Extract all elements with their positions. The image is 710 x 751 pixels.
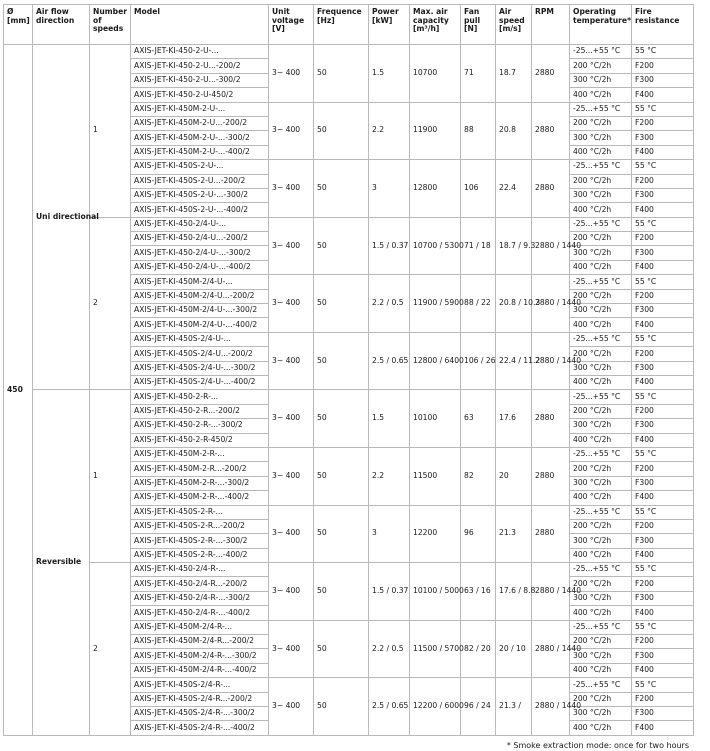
rpm-cell: 2880 / 1440: [532, 563, 570, 621]
frequency-cell: 50: [314, 390, 369, 448]
air-speed-cell: 22.4 / 11.2: [496, 332, 532, 390]
fire-resistance-cell: F200: [632, 692, 694, 706]
model-cell: AXIS-JET-KI-450-2-U...-200/2: [131, 59, 269, 73]
rpm-cell: 2880 / 1440: [532, 620, 570, 678]
operating-temperature-cell: 300 °C/2h: [570, 188, 632, 202]
air-speed-cell: 20.8: [496, 102, 532, 160]
operating-temperature-cell: 400 °C/2h: [570, 88, 632, 102]
table-row: [4, 45, 694, 59]
model-cell: AXIS-JET-KI-450-2-R-...-300/2: [131, 419, 269, 433]
voltage-cell: 3~ 400: [269, 505, 314, 563]
model-cell: AXIS-JET-KI-450S-2-U-...-300/2: [131, 188, 269, 202]
model-cell: AXIS-JET-KI-450S-2-U...-200/2: [131, 174, 269, 188]
fan-pull-cell: 63: [461, 390, 496, 448]
operating-temperature-cell: -25...+55 °C: [570, 447, 632, 461]
capacity-cell: 11500: [410, 447, 461, 505]
power-cell: 2.5 / 0.65: [369, 332, 410, 390]
fire-resistance-cell: F400: [632, 375, 694, 389]
operating-temperature-cell: 300 °C/2h: [570, 706, 632, 720]
rpm-cell: 2880: [532, 505, 570, 563]
capacity-cell: 11900: [410, 102, 461, 160]
operating-temperature-cell: 300 °C/2h: [570, 246, 632, 260]
fire-resistance-cell: 55 °C: [632, 160, 694, 174]
model-cell: AXIS-JET-KI-450-2/4-U...-200/2: [131, 232, 269, 246]
air-speed-cell: 20 / 10: [496, 620, 532, 678]
fire-resistance-cell: F400: [632, 318, 694, 332]
model-cell: AXIS-JET-KI-450M-2-U...-200/2: [131, 116, 269, 130]
table-header-row: [4, 5, 694, 45]
fan-pull-cell: 82: [461, 447, 496, 505]
fire-resistance-cell: F400: [632, 88, 694, 102]
fire-resistance-cell: F300: [632, 131, 694, 145]
model-cell: AXIS-JET-KI-450S-2-U-...: [131, 160, 269, 174]
operating-temperature-cell: -25...+55 °C: [570, 678, 632, 692]
airflow-direction-cell: Uni directional: [33, 45, 90, 390]
table-row: [4, 390, 694, 404]
header-rpm: RPM: [532, 5, 570, 45]
fan-pull-cell: 71 / 18: [461, 217, 496, 275]
operating-temperature-cell: 200 °C/2h: [570, 519, 632, 533]
header-frequency: Frequence [Hz]: [314, 5, 369, 45]
table-row: [4, 563, 694, 577]
model-cell: AXIS-JET-KI-450S-2/4-R-...: [131, 678, 269, 692]
voltage-cell: 3~ 400: [269, 217, 314, 275]
voltage-cell: 3~ 400: [269, 332, 314, 390]
frequency-cell: 50: [314, 678, 369, 736]
operating-temperature-cell: 200 °C/2h: [570, 347, 632, 361]
frequency-cell: 50: [314, 275, 369, 333]
model-cell: AXIS-JET-KI-450S-2-R-...-400/2: [131, 548, 269, 562]
rpm-cell: 2880 / 1440: [532, 275, 570, 333]
model-cell: AXIS-JET-KI-450-2-R-...: [131, 390, 269, 404]
capacity-cell: 11900 / 5900: [410, 275, 461, 333]
fan-pull-cell: 71: [461, 45, 496, 103]
speeds-cell: 2: [90, 217, 131, 390]
operating-temperature-cell: 400 °C/2h: [570, 663, 632, 677]
model-cell: AXIS-JET-KI-450M-2/4-R-...-300/2: [131, 649, 269, 663]
frequency-cell: 50: [314, 620, 369, 678]
model-cell: AXIS-JET-KI-450-2-R-450/2: [131, 433, 269, 447]
operating-temperature-cell: 400 °C/2h: [570, 203, 632, 217]
fire-resistance-cell: 55 °C: [632, 505, 694, 519]
fan-pull-cell: 106: [461, 160, 496, 218]
fire-resistance-cell: F300: [632, 361, 694, 375]
header-fire-resistance: Fire resistance: [632, 5, 694, 45]
model-cell: AXIS-JET-KI-450-2-U-450/2: [131, 88, 269, 102]
operating-temperature-cell: 400 °C/2h: [570, 548, 632, 562]
table-body: [4, 45, 694, 736]
power-cell: 1.5: [369, 390, 410, 448]
model-cell: AXIS-JET-KI-450M-2-R-...-300/2: [131, 476, 269, 490]
fire-resistance-cell: F200: [632, 404, 694, 418]
model-cell: AXIS-JET-KI-450-2/4-U-...-400/2: [131, 260, 269, 274]
model-cell: AXIS-JET-KI-450M-2/4-U...-200/2: [131, 289, 269, 303]
operating-temperature-cell: 400 °C/2h: [570, 433, 632, 447]
model-cell: AXIS-JET-KI-450M-2/4-R...-200/2: [131, 635, 269, 649]
fire-resistance-cell: F300: [632, 476, 694, 490]
fire-resistance-cell: F300: [632, 649, 694, 663]
power-cell: 3: [369, 505, 410, 563]
fire-resistance-cell: F400: [632, 260, 694, 274]
power-cell: 2.5 / 0.65: [369, 678, 410, 736]
fire-resistance-cell: F400: [632, 433, 694, 447]
power-cell: 2.2: [369, 447, 410, 505]
operating-temperature-cell: 200 °C/2h: [570, 577, 632, 591]
model-cell: AXIS-JET-KI-450-2-U-...: [131, 45, 269, 59]
frequency-cell: 50: [314, 102, 369, 160]
model-cell: AXIS-JET-KI-450S-2/4-U-...-300/2: [131, 361, 269, 375]
model-cell: AXIS-JET-KI-450S-2/4-R...-200/2: [131, 692, 269, 706]
fan-pull-cell: 96: [461, 505, 496, 563]
header-model: Model: [131, 5, 269, 45]
voltage-cell: 3~ 400: [269, 390, 314, 448]
power-cell: 1.5 / 0.37: [369, 563, 410, 621]
capacity-cell: 10100 / 5000: [410, 563, 461, 621]
model-cell: AXIS-JET-KI-450M-2/4-U-...-400/2: [131, 318, 269, 332]
model-cell: AXIS-JET-KI-450M-2-U-...-400/2: [131, 145, 269, 159]
operating-temperature-cell: 200 °C/2h: [570, 116, 632, 130]
capacity-cell: 11500 / 5700: [410, 620, 461, 678]
operating-temperature-cell: 400 °C/2h: [570, 491, 632, 505]
model-cell: AXIS-JET-KI-450-2/4-R-...-400/2: [131, 606, 269, 620]
airflow-direction-cell: Reversible: [33, 390, 90, 735]
capacity-cell: 12800 / 6400: [410, 332, 461, 390]
table-row: [4, 217, 694, 231]
capacity-cell: 12200: [410, 505, 461, 563]
fire-resistance-cell: 55 °C: [632, 620, 694, 634]
operating-temperature-cell: -25...+55 °C: [570, 45, 632, 59]
voltage-cell: 3~ 400: [269, 102, 314, 160]
fire-resistance-cell: 55 °C: [632, 678, 694, 692]
power-cell: 1.5 / 0.37: [369, 217, 410, 275]
model-cell: AXIS-JET-KI-450M-2/4-R-...-400/2: [131, 663, 269, 677]
model-cell: AXIS-JET-KI-450M-2-R-...: [131, 447, 269, 461]
operating-temperature-cell: 200 °C/2h: [570, 635, 632, 649]
frequency-cell: 50: [314, 563, 369, 621]
model-cell: AXIS-JET-KI-450-2/4-U-...: [131, 217, 269, 231]
rpm-cell: 2880: [532, 447, 570, 505]
rpm-cell: 2880 / 1440: [532, 678, 570, 736]
operating-temperature-cell: 400 °C/2h: [570, 260, 632, 274]
fan-pull-cell: 82 / 20: [461, 620, 496, 678]
diameter-cell: 450: [4, 45, 33, 736]
operating-temperature-cell: 200 °C/2h: [570, 692, 632, 706]
header-fan-pull: Fan pull [N]: [461, 5, 496, 45]
voltage-cell: 3~ 400: [269, 620, 314, 678]
fire-resistance-cell: F300: [632, 706, 694, 720]
operating-temperature-cell: 300 °C/2h: [570, 419, 632, 433]
header-max-air-capacity: Max. air capacity [m³/h]: [410, 5, 461, 45]
operating-temperature-cell: -25...+55 °C: [570, 160, 632, 174]
fire-resistance-cell: F200: [632, 174, 694, 188]
header-power: Power [kW]: [369, 5, 410, 45]
operating-temperature-cell: 300 °C/2h: [570, 534, 632, 548]
model-cell: AXIS-JET-KI-450S-2/4-U-...: [131, 332, 269, 346]
rpm-cell: 2880 / 1440: [532, 217, 570, 275]
operating-temperature-cell: 400 °C/2h: [570, 318, 632, 332]
fire-resistance-cell: F400: [632, 145, 694, 159]
fire-resistance-cell: F400: [632, 663, 694, 677]
fire-resistance-cell: F400: [632, 491, 694, 505]
fire-resistance-cell: F200: [632, 232, 694, 246]
model-cell: AXIS-JET-KI-450M-2-U-...: [131, 102, 269, 116]
operating-temperature-cell: 200 °C/2h: [570, 462, 632, 476]
operating-temperature-cell: 300 °C/2h: [570, 591, 632, 605]
fire-resistance-cell: F200: [632, 577, 694, 591]
fire-resistance-cell: F200: [632, 462, 694, 476]
fire-resistance-cell: 55 °C: [632, 390, 694, 404]
model-cell: AXIS-JET-KI-450M-2/4-U-...-300/2: [131, 304, 269, 318]
header-airflow-direction: Air flow direction: [33, 5, 90, 45]
model-cell: AXIS-JET-KI-450-2-R...-200/2: [131, 404, 269, 418]
speeds-cell: 1: [90, 45, 131, 218]
fire-resistance-cell: F200: [632, 519, 694, 533]
operating-temperature-cell: 300 °C/2h: [570, 649, 632, 663]
rpm-cell: 2880: [532, 390, 570, 448]
air-speed-cell: 17.6: [496, 390, 532, 448]
power-cell: 1.5: [369, 45, 410, 103]
fire-resistance-cell: F300: [632, 246, 694, 260]
air-speed-cell: 21.3 /: [496, 678, 532, 736]
header-unit-voltage: Unit voltage [V]: [269, 5, 314, 45]
fire-resistance-cell: F200: [632, 635, 694, 649]
capacity-cell: 12800: [410, 160, 461, 218]
operating-temperature-cell: 300 °C/2h: [570, 304, 632, 318]
model-cell: AXIS-JET-KI-450-2/4-R-...-300/2: [131, 591, 269, 605]
fan-pull-cell: 88: [461, 102, 496, 160]
operating-temperature-cell: 300 °C/2h: [570, 73, 632, 87]
fan-pull-cell: 63 / 16: [461, 563, 496, 621]
fire-resistance-cell: F400: [632, 203, 694, 217]
model-cell: AXIS-JET-KI-450S-2-R-...-300/2: [131, 534, 269, 548]
fan-pull-cell: 88 / 22: [461, 275, 496, 333]
fire-resistance-cell: F400: [632, 721, 694, 735]
fire-resistance-cell: 55 °C: [632, 102, 694, 116]
model-cell: AXIS-JET-KI-450M-2-R...-200/2: [131, 462, 269, 476]
air-speed-cell: 22.4: [496, 160, 532, 218]
model-cell: AXIS-JET-KI-450S-2-R...-200/2: [131, 519, 269, 533]
operating-temperature-cell: 300 °C/2h: [570, 361, 632, 375]
operating-temperature-cell: -25...+55 °C: [570, 505, 632, 519]
fire-resistance-cell: 55 °C: [632, 275, 694, 289]
air-speed-cell: 20.8 / 10.3: [496, 275, 532, 333]
operating-temperature-cell: 200 °C/2h: [570, 289, 632, 303]
fire-resistance-cell: 55 °C: [632, 447, 694, 461]
model-cell: AXIS-JET-KI-450S-2/4-U...-200/2: [131, 347, 269, 361]
model-cell: AXIS-JET-KI-450M-2/4-U-...: [131, 275, 269, 289]
frequency-cell: 50: [314, 160, 369, 218]
power-cell: 2.2 / 0.5: [369, 275, 410, 333]
operating-temperature-cell: -25...+55 °C: [570, 563, 632, 577]
voltage-cell: 3~ 400: [269, 275, 314, 333]
operating-temperature-cell: 200 °C/2h: [570, 404, 632, 418]
operating-temperature-cell: -25...+55 °C: [570, 217, 632, 231]
rpm-cell: 2880: [532, 45, 570, 103]
operating-temperature-cell: -25...+55 °C: [570, 332, 632, 346]
rpm-cell: 2880: [532, 102, 570, 160]
frequency-cell: 50: [314, 447, 369, 505]
fire-resistance-cell: 55 °C: [632, 563, 694, 577]
fire-resistance-cell: 55 °C: [632, 217, 694, 231]
operating-temperature-cell: -25...+55 °C: [570, 390, 632, 404]
operating-temperature-cell: 400 °C/2h: [570, 606, 632, 620]
fan-pull-cell: 96 / 24: [461, 678, 496, 736]
fire-resistance-cell: 55 °C: [632, 45, 694, 59]
fire-resistance-cell: F300: [632, 419, 694, 433]
footnote: * Smoke extraction mode: once for two hours: [506, 740, 689, 750]
model-cell: AXIS-JET-KI-450S-2/4-U-...-400/2: [131, 375, 269, 389]
model-cell: AXIS-JET-KI-450M-2/4-R-...: [131, 620, 269, 634]
model-cell: AXIS-JET-KI-450M-2-U-...-300/2: [131, 131, 269, 145]
fire-resistance-cell: F300: [632, 188, 694, 202]
fire-resistance-cell: F400: [632, 548, 694, 562]
speeds-cell: 2: [90, 563, 131, 736]
model-cell: AXIS-JET-KI-450S-2/4-R-...-300/2: [131, 706, 269, 720]
header-diameter: Ø [mm]: [4, 5, 33, 45]
operating-temperature-cell: 200 °C/2h: [570, 59, 632, 73]
fire-resistance-cell: F300: [632, 304, 694, 318]
air-speed-cell: 18.7: [496, 45, 532, 103]
fire-resistance-cell: F400: [632, 606, 694, 620]
operating-temperature-cell: -25...+55 °C: [570, 102, 632, 116]
operating-temperature-cell: 200 °C/2h: [570, 232, 632, 246]
voltage-cell: 3~ 400: [269, 678, 314, 736]
operating-temperature-cell: 400 °C/2h: [570, 145, 632, 159]
rpm-cell: 2880 / 1440: [532, 332, 570, 390]
air-speed-cell: 20: [496, 447, 532, 505]
fire-resistance-cell: 55 °C: [632, 332, 694, 346]
model-cell: AXIS-JET-KI-450S-2-U-...-400/2: [131, 203, 269, 217]
fire-resistance-cell: F200: [632, 347, 694, 361]
capacity-cell: 12200 / 6000: [410, 678, 461, 736]
fire-resistance-cell: F300: [632, 534, 694, 548]
model-cell: AXIS-JET-KI-450-2/4-R-...: [131, 563, 269, 577]
spec-sheet: [3, 4, 693, 750]
header-operating-temperature: Operating temperature*: [570, 5, 632, 45]
fire-resistance-cell: F300: [632, 73, 694, 87]
frequency-cell: 50: [314, 332, 369, 390]
operating-temperature-cell: -25...+55 °C: [570, 275, 632, 289]
rpm-cell: 2880: [532, 160, 570, 218]
model-cell: AXIS-JET-KI-450S-2/4-R-...-400/2: [131, 721, 269, 735]
voltage-cell: 3~ 400: [269, 563, 314, 621]
operating-temperature-cell: 200 °C/2h: [570, 174, 632, 188]
product-spec-table: [3, 4, 694, 736]
model-cell: AXIS-JET-KI-450-2/4-R...-200/2: [131, 577, 269, 591]
voltage-cell: 3~ 400: [269, 160, 314, 218]
fire-resistance-cell: F200: [632, 116, 694, 130]
fan-pull-cell: 106 / 26: [461, 332, 496, 390]
frequency-cell: 50: [314, 217, 369, 275]
operating-temperature-cell: 400 °C/2h: [570, 375, 632, 389]
voltage-cell: 3~ 400: [269, 45, 314, 103]
header-air-speed: Air speed [m/s]: [496, 5, 532, 45]
fire-resistance-cell: F200: [632, 59, 694, 73]
power-cell: 3: [369, 160, 410, 218]
capacity-cell: 10100: [410, 390, 461, 448]
voltage-cell: 3~ 400: [269, 447, 314, 505]
air-speed-cell: 21.3: [496, 505, 532, 563]
frequency-cell: 50: [314, 505, 369, 563]
operating-temperature-cell: 300 °C/2h: [570, 476, 632, 490]
model-cell: AXIS-JET-KI-450-2/4-U-...-300/2: [131, 246, 269, 260]
air-speed-cell: 17.6 / 8.8: [496, 563, 532, 621]
power-cell: 2.2: [369, 102, 410, 160]
speeds-cell: 1: [90, 390, 131, 563]
air-speed-cell: 18.7 / 9.3: [496, 217, 532, 275]
capacity-cell: 10700: [410, 45, 461, 103]
header-number-of-speeds: Number of speeds: [90, 5, 131, 45]
operating-temperature-cell: -25...+55 °C: [570, 620, 632, 634]
model-cell: AXIS-JET-KI-450S-2-R-...: [131, 505, 269, 519]
model-cell: AXIS-JET-KI-450M-2-R-...-400/2: [131, 491, 269, 505]
fire-resistance-cell: F300: [632, 591, 694, 605]
operating-temperature-cell: 300 °C/2h: [570, 131, 632, 145]
capacity-cell: 10700 / 5300: [410, 217, 461, 275]
fire-resistance-cell: F200: [632, 289, 694, 303]
operating-temperature-cell: 400 °C/2h: [570, 721, 632, 735]
power-cell: 2.2 / 0.5: [369, 620, 410, 678]
frequency-cell: 50: [314, 45, 369, 103]
model-cell: AXIS-JET-KI-450-2-U...-300/2: [131, 73, 269, 87]
